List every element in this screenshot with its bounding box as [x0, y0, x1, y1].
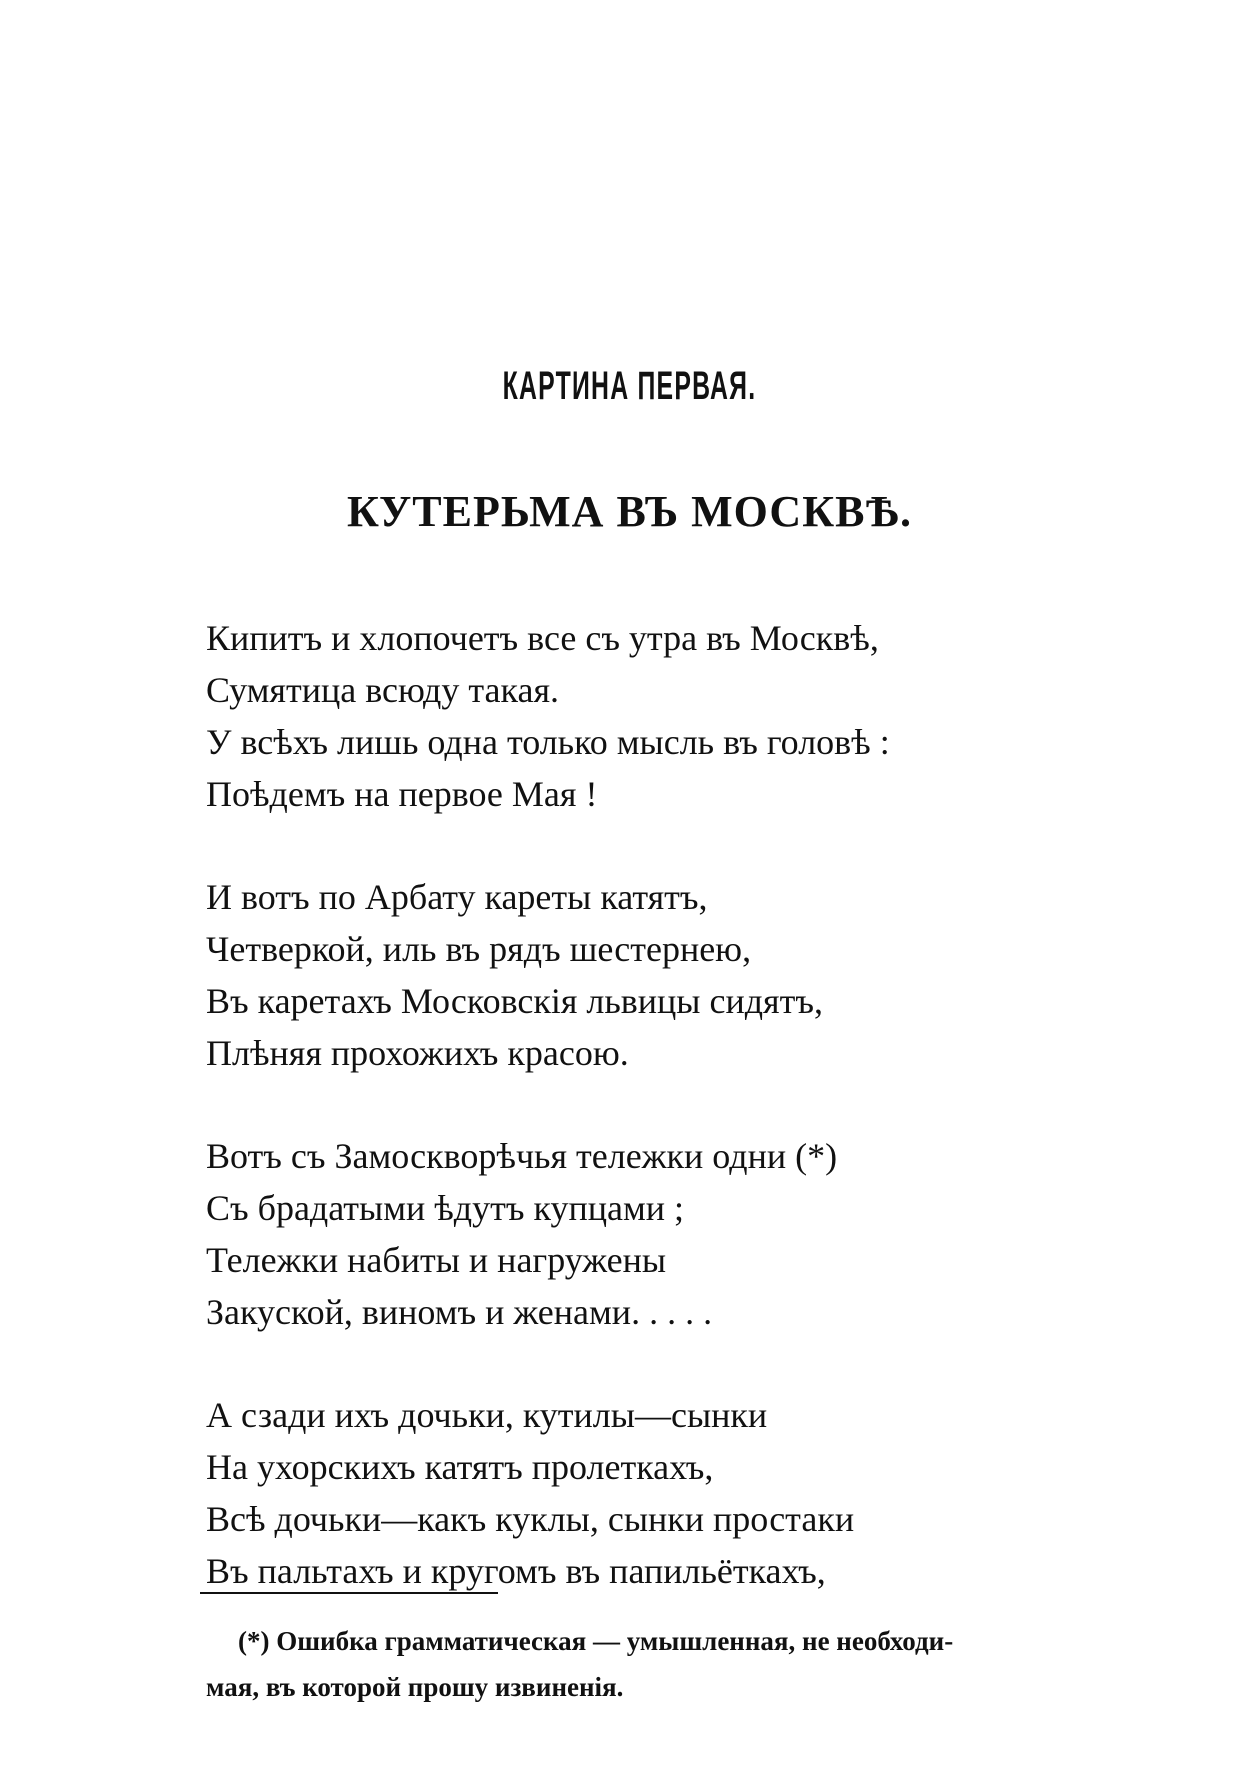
poem-line: У всѣхъ лишь одна только мысль въ головѣ :	[206, 722, 890, 762]
poem-line: Закуской, виномъ и женами. . . . .	[206, 1292, 713, 1332]
stanza-2	[206, 871, 1206, 1079]
poem-line: Тележки набиты и нагружены	[206, 1240, 667, 1280]
poem-line: Въ каретахъ Московскія львицы сидятъ,	[206, 981, 823, 1021]
poem-line: Вотъ съ Замоскворѣчья тележки одни (*)	[206, 1136, 838, 1176]
stanza-1	[206, 612, 1206, 820]
poem-line: Съ брадатыми ѣдутъ купцами ;	[206, 1188, 685, 1228]
poem-line: Четверкой, иль въ рядъ шестернею,	[206, 929, 752, 969]
footnote-line: (*) Ошибка грамматическая — умышленная, не необходи-	[238, 1626, 954, 1656]
footnote-divider	[200, 1592, 498, 1594]
poem-line: На ухорскихъ катятъ пролеткахъ,	[206, 1447, 714, 1487]
poem-line: А сзади ихъ дочьки, кутилы—сынки	[206, 1395, 768, 1435]
poem-line: Кипитъ и хлопочетъ все съ утра въ Москвѣ,	[206, 618, 879, 658]
poem-title: КУТЕРЬМА ВЪ МОСКВѢ.	[346, 487, 913, 536]
poem-line: Плѣняя прохожихъ красою.	[206, 1033, 629, 1073]
poem-line: Въ пальтахъ и кругомъ въ папильёткахъ,	[206, 1551, 826, 1591]
poem-line: Поѣдемъ на первое Мая !	[206, 774, 598, 814]
poem-line: Сумятица всюду такая.	[206, 670, 560, 710]
footnote-line: мая, въ которой прошу извиненія.	[206, 1672, 624, 1702]
poem-line: И вотъ по Арбату кареты катятъ,	[206, 877, 708, 917]
poem-body	[206, 612, 1206, 1648]
stanza-3	[206, 1130, 1206, 1338]
section-label: КАРТИНА ПЕРВАЯ.	[502, 364, 757, 408]
footnote	[206, 1618, 1086, 1710]
stanza-4	[206, 1389, 1206, 1597]
poem-line: Всѣ дочьки—какъ куклы, сынки простаки	[206, 1499, 855, 1539]
